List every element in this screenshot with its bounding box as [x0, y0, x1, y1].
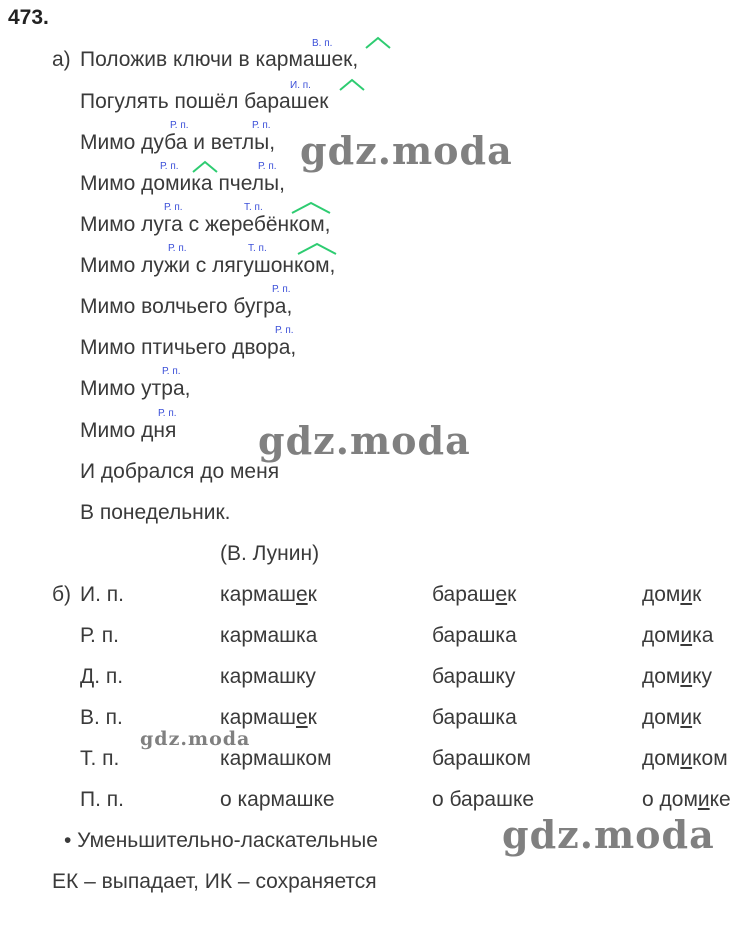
exercise-number: 473.: [8, 6, 49, 29]
vowel-mark: и: [680, 747, 693, 770]
case-mark: Т. п.: [248, 243, 267, 254]
word-stem: барашком: [432, 747, 531, 770]
word-stem: кармашка: [220, 624, 318, 647]
vowel-mark: е: [495, 583, 508, 606]
word-end: ка: [692, 624, 714, 647]
word-stem: о кармашке: [220, 788, 335, 811]
vowel-mark: и: [697, 788, 710, 811]
suffix-arc: [338, 78, 366, 92]
table-cell: [642, 665, 712, 689]
case-mark: Р. п.: [252, 120, 271, 131]
table-cell: [220, 583, 317, 607]
word-stem: кармашку: [220, 665, 316, 688]
table-cell: [432, 624, 517, 648]
case-mark: Р. п.: [162, 366, 181, 377]
poem-line-1: Положив ключи в кармашек,: [80, 48, 359, 71]
vowel-mark: и: [680, 624, 693, 647]
table-cell: [642, 788, 731, 812]
vowel-mark: и: [680, 583, 693, 606]
suffix-arc: [296, 242, 338, 256]
word-stem: кармашком: [220, 747, 332, 770]
table-cell: [432, 706, 517, 730]
part-a-marker: а): [52, 48, 71, 71]
part-b-marker: б): [52, 583, 72, 606]
table-cell: [642, 747, 728, 771]
case-mark: И. п.: [290, 80, 311, 91]
watermark: gdz.moda: [140, 728, 251, 750]
bullet-note: • Уменьшительно-ласкательные: [64, 829, 378, 852]
word-end: к: [692, 706, 702, 729]
table-cell: [220, 624, 317, 648]
table-cell: [432, 665, 515, 689]
word-end: к: [692, 583, 702, 606]
case-label: Т. п.: [80, 747, 120, 770]
word-stem: о барашке: [432, 788, 535, 811]
vowel-mark: е: [295, 706, 308, 729]
case-mark: Р. п.: [272, 284, 291, 295]
vowel-mark: е: [295, 583, 308, 606]
word-end: ке: [709, 788, 731, 811]
table-cell: [432, 788, 534, 812]
vowel-mark: и: [680, 706, 693, 729]
case-mark: Р. п.: [258, 161, 277, 172]
poem-line-6: Мимо лужи с лягушонком,: [80, 254, 336, 277]
poem-line-7: Мимо волчьего бугра,: [80, 295, 293, 318]
table-cell: [432, 583, 516, 607]
case-label: Р. п.: [80, 624, 119, 647]
word-end: к: [307, 706, 317, 729]
poem-line-2: Погулять пошёл барашек: [80, 90, 329, 113]
suffix-arc: [290, 201, 332, 215]
word-stem: барашка: [432, 624, 517, 647]
table-cell: [220, 665, 316, 689]
word-end: к: [307, 583, 317, 606]
poem-line-5: Мимо луга с жеребёнком,: [80, 213, 331, 236]
poem-line-3: Мимо дуба и ветлы,: [80, 131, 276, 154]
table-cell: [220, 747, 332, 771]
case-mark: Р. п.: [164, 202, 183, 213]
case-label: И. п.: [80, 583, 124, 606]
table-cell: [642, 583, 701, 607]
case-mark: В. п.: [312, 38, 333, 49]
case-label: В. п.: [80, 706, 123, 729]
word-stem: дом: [642, 665, 681, 688]
table-cell: [220, 706, 317, 730]
poem-line-12: В понедельник.: [80, 501, 231, 524]
case-mark: Р. п.: [170, 120, 189, 131]
word-stem: бараш: [432, 583, 496, 606]
word-stem: дом: [642, 583, 681, 606]
word-stem: кармаш: [220, 706, 296, 729]
conclusion: ЕК – выпадает, ИК – сохраняется: [52, 870, 377, 893]
poem-author: (В. Лунин): [220, 542, 320, 565]
poem-line-9: Мимо утра,: [80, 377, 191, 400]
suffix-arc: [191, 160, 219, 174]
word-end: ком: [692, 747, 728, 770]
case-label: П. п.: [80, 788, 124, 811]
table-cell: [642, 624, 713, 648]
watermark: gdz.moda: [258, 418, 471, 463]
poem-line-10: Мимо дня: [80, 419, 177, 442]
word-stem: дом: [642, 624, 681, 647]
watermark: gdz.moda: [300, 128, 513, 173]
word-end: к: [507, 583, 517, 606]
watermark: gdz.moda: [502, 812, 715, 857]
table-cell: [642, 706, 701, 730]
case-mark: Р. п.: [168, 243, 187, 254]
poem-line-4: Мимо домика пчелы,: [80, 172, 285, 195]
word-stem: о дом: [642, 788, 698, 811]
word-stem: барашку: [432, 665, 516, 688]
vowel-mark: и: [680, 665, 693, 688]
case-label: Д. п.: [80, 665, 124, 688]
word-stem: дом: [642, 747, 681, 770]
word-stem: дом: [642, 706, 681, 729]
case-mark: Р. п.: [275, 325, 294, 336]
suffix-arc: [364, 36, 392, 50]
word-stem: барашка: [432, 706, 517, 729]
poem-line-11: И добрался до меня: [80, 460, 280, 483]
case-mark: Р. п.: [158, 408, 177, 419]
case-mark: Р. п.: [160, 161, 179, 172]
word-stem: кармаш: [220, 583, 296, 606]
table-cell: [220, 788, 335, 812]
word-end: ку: [692, 665, 713, 688]
poem-line-8: Мимо птичьего двора,: [80, 336, 297, 359]
table-cell: [432, 747, 531, 771]
case-mark: Т. п.: [244, 202, 263, 213]
